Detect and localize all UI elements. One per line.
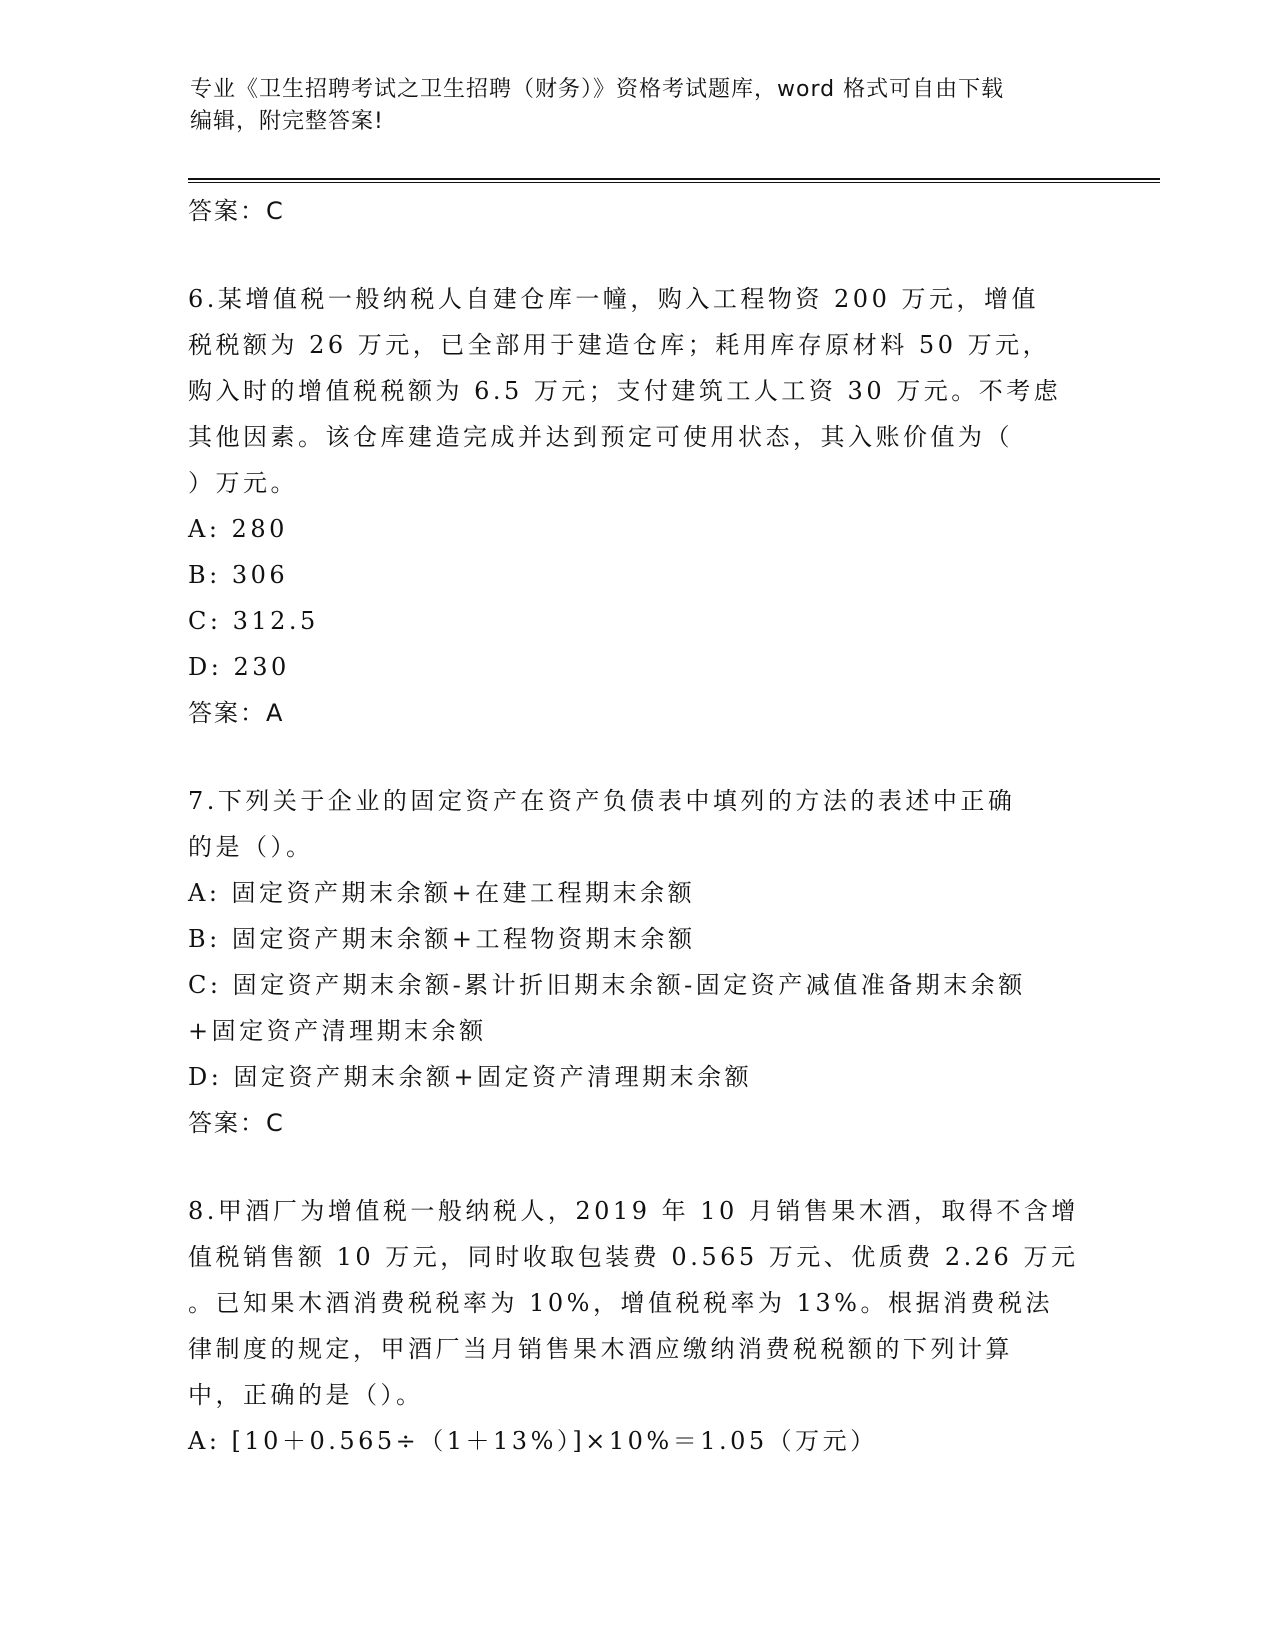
question-6 (188, 276, 1088, 736)
option-c-continued: +固定资产清理期末余额 (188, 1017, 487, 1045)
question-stem-line: 其他因素。该仓库建造完成并达到预定可使用状态，其入账价值为（ (188, 423, 1013, 451)
header-line-2: 编辑，附完整答案! (190, 109, 384, 134)
option-d: D: 固定资产期末余额+固定资产清理期末余额 (188, 1063, 753, 1091)
document-body (188, 188, 1088, 1464)
header-line-1: 专业《卫生招聘考试之卫生招聘（财务）》资格考试题库，word 格式可自由下载 (190, 77, 1005, 102)
question-8 (188, 1188, 1088, 1464)
question-stem-line: 税税额为 26 万元，已全部用于建造仓库；耗用库存原材料 50 万元， (188, 331, 1051, 359)
option-c: C: 312.5 (188, 607, 319, 635)
question-stem-line: 购入时的增值税税额为 6.5 万元；支付建筑工人工资 30 万元。不考虑 (188, 377, 1062, 405)
question-stem-line: 的是（）。 (188, 833, 314, 861)
question-stem-line: 6.某增值税一般纳税人自建仓库一幢，购入工程物资 200 万元，增值 (188, 285, 1039, 313)
spacer (188, 736, 1088, 778)
question-stem-line: 8.甲酒厂为增值税一般纳税人，2019 年 10 月销售果木酒，取得不含增 (188, 1197, 1079, 1225)
question-stem-line: ）万元。 (188, 469, 298, 497)
question-stem-line: 7.下列关于企业的固定资产在资产负债表中填列的方法的表述中正确 (188, 787, 1016, 815)
option-a: A: 280 (188, 515, 288, 543)
question-stem-line: 中，正确的是（）。 (188, 1381, 424, 1409)
option-c: C: 固定资产期末余额-累计折旧期末余额-固定资产减值准备期末余额 (188, 971, 1026, 999)
spacer (188, 1146, 1088, 1188)
option-a: A: 固定资产期末余额+在建工程期末余额 (188, 879, 696, 907)
header-divider (188, 178, 1160, 183)
spacer (188, 234, 1088, 276)
page-header (190, 74, 1090, 138)
answer-previous: 答案：C (188, 197, 285, 225)
option-b: B: 306 (188, 561, 289, 589)
question-stem-line: 律制度的规定，甲酒厂当月销售果木酒应缴纳消费税税额的下列计算 (188, 1335, 1013, 1363)
question-7 (188, 778, 1088, 1146)
option-a: A: [10＋0.565÷（1＋13%）]×10%＝1.05（万元） (188, 1427, 878, 1455)
option-d: D: 230 (188, 653, 290, 681)
answer-q7: 答案：C (188, 1109, 285, 1137)
question-stem-line: 值税销售额 10 万元，同时收取包装费 0.565 万元、优质费 2.26 万元 (188, 1243, 1079, 1271)
option-b: B: 固定资产期末余额+工程物资期末余额 (188, 925, 696, 953)
answer-q6: 答案：A (188, 699, 285, 727)
question-stem-line: 。已知果木酒消费税税率为 10%，增值税税率为 13%。根据消费税法 (188, 1289, 1053, 1317)
